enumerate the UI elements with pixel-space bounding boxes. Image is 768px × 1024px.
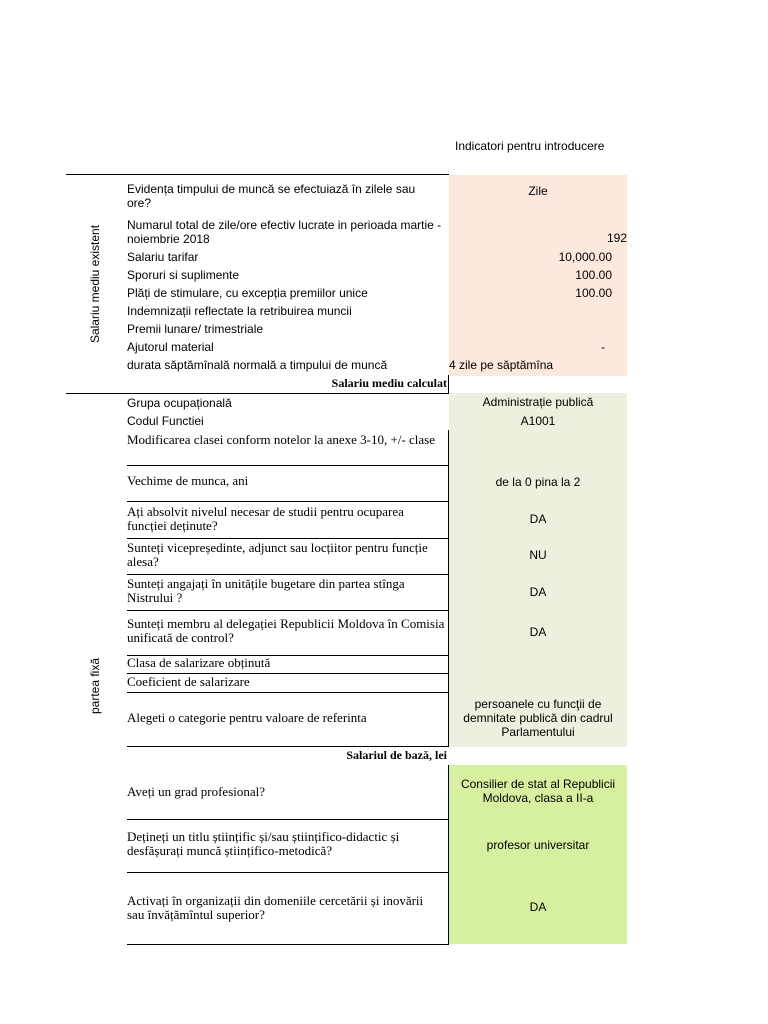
input-value[interactable]: Administrație publică [482, 395, 594, 409]
input-value[interactable]: A1001 [520, 414, 556, 428]
row-label: Sporuri si suplimente [127, 268, 240, 282]
row-label: Ajutorul material [127, 340, 214, 354]
row-label: Modificarea clasei conform notelor la anexe 3-10, +/- clase [127, 432, 436, 447]
row-label: Evidența timpului de muncă se efectuiază în zilele sau ore? [127, 182, 416, 210]
row-label: Grupa ocupațională [127, 396, 232, 410]
row-border [127, 944, 449, 945]
row-label: Alegeti o categorie pentru valoare de referinta [127, 710, 367, 725]
row-border [127, 465, 449, 466]
input-value[interactable]: de la 0 pina la 2 [495, 475, 581, 489]
subtotal-label: Salariu mediu calculat [331, 376, 447, 390]
row-label: Aveți un grad profesional? [127, 784, 266, 799]
row-label: Vechime de munca, ani [127, 473, 249, 488]
section2-top-border [66, 393, 449, 394]
section2-input-area [449, 393, 627, 747]
row-label: Clasa de salarizare obținută [127, 655, 271, 670]
row-label: Salariu tarifar [127, 250, 199, 264]
input-value[interactable]: DA [529, 625, 547, 639]
row-border [127, 819, 449, 820]
row-label: Numarul total de zile/ore efectiv lucrate in perioada martie - noiembrie 2018 [127, 218, 442, 246]
input-value[interactable]: NU [529, 548, 547, 562]
input-value[interactable]: 10,000.00 [558, 250, 612, 264]
row-label: Activați în organizații din domeniile cercetării și inovării sau învățămîntul superior? [127, 893, 424, 922]
subtotal-label: Salariul de bază, lei [346, 748, 447, 762]
input-value[interactable]: - [601, 340, 605, 354]
input-value[interactable]: 192 [606, 231, 627, 245]
row-border [127, 872, 449, 873]
row-label: Coeficient de salarizare [127, 674, 250, 689]
row-label: Sunteți membru al delegației Republicii Moldova în Comisia unificată de control? [127, 616, 445, 645]
input-value[interactable]: persoanele cu funcţii de demnitate publică din cadrul Parlamentului [463, 697, 613, 739]
header-title: Indicatori pentru introducere [455, 139, 605, 153]
section2-side-label: partea fixă [88, 657, 102, 715]
row-border [127, 501, 449, 502]
section1-right-border [448, 375, 449, 393]
row-border [127, 538, 449, 539]
section1-top-border [66, 174, 449, 175]
input-value[interactable]: DA [529, 512, 547, 526]
input-value[interactable]: 100.00 [575, 268, 612, 282]
row-border [127, 692, 449, 693]
row-label: Codul Functiei [127, 414, 204, 428]
input-value[interactable]: 4 zile pe săptămîna [449, 358, 554, 372]
row-label: Plăți de stimulare, cu excepția premiilor unice [127, 286, 368, 300]
input-value[interactable]: profesor universitar [486, 838, 590, 852]
row-border [127, 746, 449, 747]
row-border [127, 610, 449, 611]
section1-side-label: Salariu mediu existent [88, 224, 102, 344]
row-label: Premii lunare/ trimestriale [127, 322, 264, 336]
input-value[interactable]: Zile [528, 184, 548, 198]
row-label: Sunteți angajați în unitățile bugetare din partea stînga Nistrului ? [127, 576, 405, 605]
input-value[interactable]: DA [529, 585, 547, 599]
row-label: Dețineți un titlu științific și/sau științifico-didactic și desfășurați muncă științifico-metodică? [127, 829, 400, 858]
row-label: Sunteți vicepreședinte, adjunct sau locțiitor pentru funcție alesa? [127, 540, 428, 569]
row-label: Ați absolvit nivelul necesar de studii pentru ocuparea funcției deținute? [127, 504, 404, 533]
input-value[interactable]: Consilier de stat al Republicii Moldova, clasa a II-a [460, 777, 616, 805]
input-value[interactable]: 100.00 [575, 286, 612, 300]
row-label: Indemnizații reflectate la retribuirea muncii [127, 304, 352, 318]
input-value[interactable]: DA [529, 900, 547, 914]
row-label: durata săptămînală normală a timpului de muncă [127, 358, 388, 372]
row-border [127, 574, 449, 575]
